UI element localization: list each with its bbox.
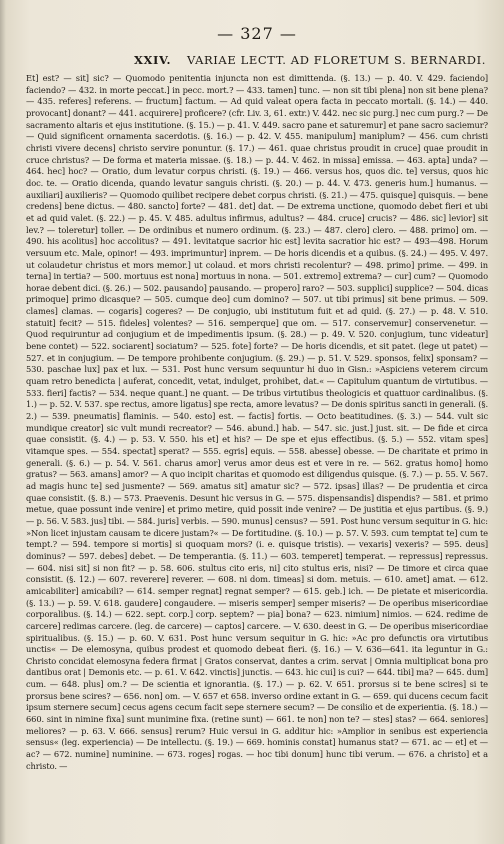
running-header: [134, 53, 486, 67]
page-number: — 327 —: [217, 24, 297, 43]
body-paragraph: Et] est? — sit] sic? — Quomodo penitentia injuncta non est dimittenda. (§. 13.) — p. 40. V. 429. faciendo] faciendo? — 432. in morte peccat.] in pecc. mort.? — 433. tamen] tunc. — non sit tibi plena] non sit bene plena? — 435. referes] referens. — fructum] factum. — Ad quid valeat opera facta in peccato mortali. (§. 14.) — 440. provocant] donant? — 441. acquirere] proficere? (cfr. Liv. 3, 61. extr.) V. 442. nec sic purg.] nec cum purg.? — De sacramento altaris et ejus institutione. (§. 15.) — p. 41. V. 449. sacro pane et saturemur] et pane sacro saciemur? — Quid significent ornamenta sacerdotis. (§. 16.) — p. 42. V. 455. manipulum] maniplum? — 456. cum christi christi vivere decens] christo servire ponuntur. (§. 17.) — 461. quae christus proudit in cruce] quae proudit in cruce christus? — De forma et materia missae. (§. 18.) — p. 44. V. 462. in missa] emissa. — 463. apta] unda? — 464. hec] hoc? — Oratio, dum levatur corpus christi. (§. 19.) — 466. versus hos, quos dic. te] versus, quos hic doc. te. — Oratio dicenda, quando levatur sanguis christi. (§. 20.) — p. 44. V. 473. generis hum.] humanus. — auxiliari] auxilieris? — Quomodo quilibet recipere debet corpus christi. (§. 21.) — 475. quisque] quisquis. — bene credens] bene dictus. — 480. sancto] forte? — 481. det] dat. — De extrema unctione, quomodo debet fieri et ubi et ad quid valet. (§. 22.) — p. 45. V. 485. adultus infirmus, adultus? — 484. cruce] crucis? — 486. sic] levior] sit lev.? — toleretur] toller. — De ordinibus et numero ordinum. (§. 23.) — 487. clero] clero. — 488. primo] om. — 490. his acolitus] hoc accolitus? — 491. levitatque sacrior hic est] levita sacratior hic est? — 493—498. Horum versuum etc. Male, opinor! — 493. imprimuntur] inprem. — De horis dicendis et a quibus. (§. 24.) — 495. V. 497. ut colaudetur christus et mors memor.] ut colaud. et mors christi recolentur? — 498. primo] prime. — 499. in terna] in tertia? — 500. mortuus est nona] mortuus in nona. — 501. extremo] extrema? — cur] cum? — Quomodo horae debent dici. (§. 26.) — 502. pausando] pausando. — propero] raro? — 503. supplici] supplice? — 504. dicas primoque] primo dicasque? — 505. cumque deo] cum domino? — 507. ut tibi primus] sit bene primus. — 509. clames] clamas. — cogaris] cogeres? — De conjugio, ubi institutum fuit et ad quid. (§. 27.) — p. 48. V. 510. statuit] fecit? — 515. fideles] volentes? — 516. semperque] que om. — 517. conservemur] conservenetur. — Quod requiruntur ad conjugium et de impedimentis ipsum. (§. 28.) — p. 49. V. 520. conjugium, tunc videatur] bene contet) — 522. sociarent] sociatum? — 525. fote] forte? — De horis dicendis, et sit patet. (lege ut patet) — 527. et in conjugium. — De tempore prohibente conjugium. (§. 29.) — p. 51. V. 529. sponsos, felix] sponsam? — 530. paschae lux] pax et lux. — 531. Post hunc versum sequuntur hi duo in Gisn.: »Aspiciens veterem circum quam retro benedicta | auferat, concedit, vetat, indulget, prohibet, dat.« — Capitulum quantum de virtutibus. — 533. fieri] factis? — 534. neque quant.] ne quant. — De tribus virtutibus theologicis et quattuor cardinalibus. (§. 1.) — p. 52. V. 537. spe rectus, amore ligatus] spe recta, amore levatus? — De donis spiritus sancti in generali. (§. 2.) — 539. pneumatis] flaminis. — 540. esto] est. — factis] fortis. — Octo beatitudines. (§. 3.) — 544. vult sic mundique creator] sic vult mundi recreator? — 546. abund.] hab. — 547. sic. just.] just. sit. — De fide et circa quae consistit. (§. 4.) — p. 53. V. 550. his et] et his? — De spe et ejus effectibus. (§. 5.) — 552. vitam spes] vitamque spes. — 554. spectat] sperat? — 555. egris] equis. — 558. abesse] obesse. — De charitate et primo in generali. (§. 6.) — p. 54. V. 561. charus amor] verus amor deus est et vere in re. — 562. gratus homo] homo gratus? — 563. amans] amor? — A quo incipit charitas et quomodo est diligendus quisque. (§. 7.) — p. 55. V. 567. ad magis hunc te] sed jusmente? — 569. amatus sit] amatur sic? — 572. ipsas] illas? — De prudentia et circa quae consistit. (§. 8.) — 573. Praevenis. Desunt hic versus in G. — 575. dispensandis] dispendis? — 581. et primo metue, quae possunt inde venire] et primo metire, quid possit inde venire? — De justitia et ejus partibus. (§. 9.) — p. 56. V. 583. jus] tibi. — 584. juris] verbis. — 590. munus] census? — 591. Post hunc versum sequitur in G. hic: »Non licet injustam causam te dicere justam?« — De fortitudine. (§. 10.) — p. 57. V. 593. cum temptat te] cum te tempt.? — 594. tempore si mortis] si quoquam mors? (i. e. quisque tristis). — vexaris] vexeris? — 595. deus] dominus? — 597. debes] debet. — De temperantia. (§. 11.) — 603. temperet] temperat. — repressus] repressus. — 604. nisi sit] si non fit? — p. 58. 606. stultus cito eris, ni] cito stultus eris, nisi? — De timore et circa quae consistit. (§. 12.) — 607. reverere] reverer. — 608. ni dom. timeas] si dom. metuis. — 610. amet] amat. — 612. amicabiliter] amicabili? — 614. semper regnat] regnat semper? — 615. geb.] ich. — De pietate et misericordia. (§. 13.) — p. 59. V. 618. gaudere] congaudere. — miseris semper] semper miseris? — De operibus misericordiae corporalibus. (§. 14.) — 622. sept. corp.] corp. septem? — pia] bona? — 623. nimium] nimios. — 624. redime de carcere] redimas carcere. (leg. de carcere) — captos] carcere. — V. 630. deest in G. — De operibus misericordiae spiritualibus. (§. 15.) — p. 60. V. 631. Post hunc versum sequitur in G. hic: »Ac pro defunctis ora virtutibus unctis« — De elemosyna, quibus prodest et quomodo debeat fieri. (§. 16.) — V. 636—641. ita leguntur in G.: Christo concidat elemosyna federa firmat | Gratos conservat, dantes a crim. servat | Omnia multiplicat bona pro dantibus orat | Demonis etc. — p. 61. V. 642. vinctis] junctis. — 643. hic cui] is cui? — 644. tibi] ma? — 645. dum] cum. — 648. plus] om.? — De scientia et ignorantia. (§. 17.) — p. 62. V. 651. prorsus si te bene scires] si te prorsus bene scires? — 656. non] om. — V. 657 et 658. inverso ordine extant in G. — 659. qui ducens cecum facit ipsum sternere secum] cecus agens cecum facit sepe sternere secum? — De consilio et de experientia. (§. 18.) — 660. sint in nimine fixa] sunt munimine fixa. (retine sunt) — 661. te non] non te? — stes] stas? — 664. seniores] meliores? — p. 63. V. 666. sensus] rerum? Huic versui in G. additur hic: »Amplior in senibus est experiencia sensus« (leg. experiencia) — De intellectu. (§. 19.) — 669. hominis constat] humanus stat? — 671. ac — et] et — ac? — 672. numine] numinine. — 673. roges] rogas. — hoc tibi donum] hunc tibi verum. — 676. a christo] et a christo. —: [26, 73, 488, 771]
binding-shadow: [0, 0, 6, 844]
chapter-number: XXIV.: [134, 53, 172, 67]
main-text: [26, 73, 488, 772]
running-title: VARIAE LECTT. AD FLORETUM S. BERNARDI.: [187, 53, 486, 67]
